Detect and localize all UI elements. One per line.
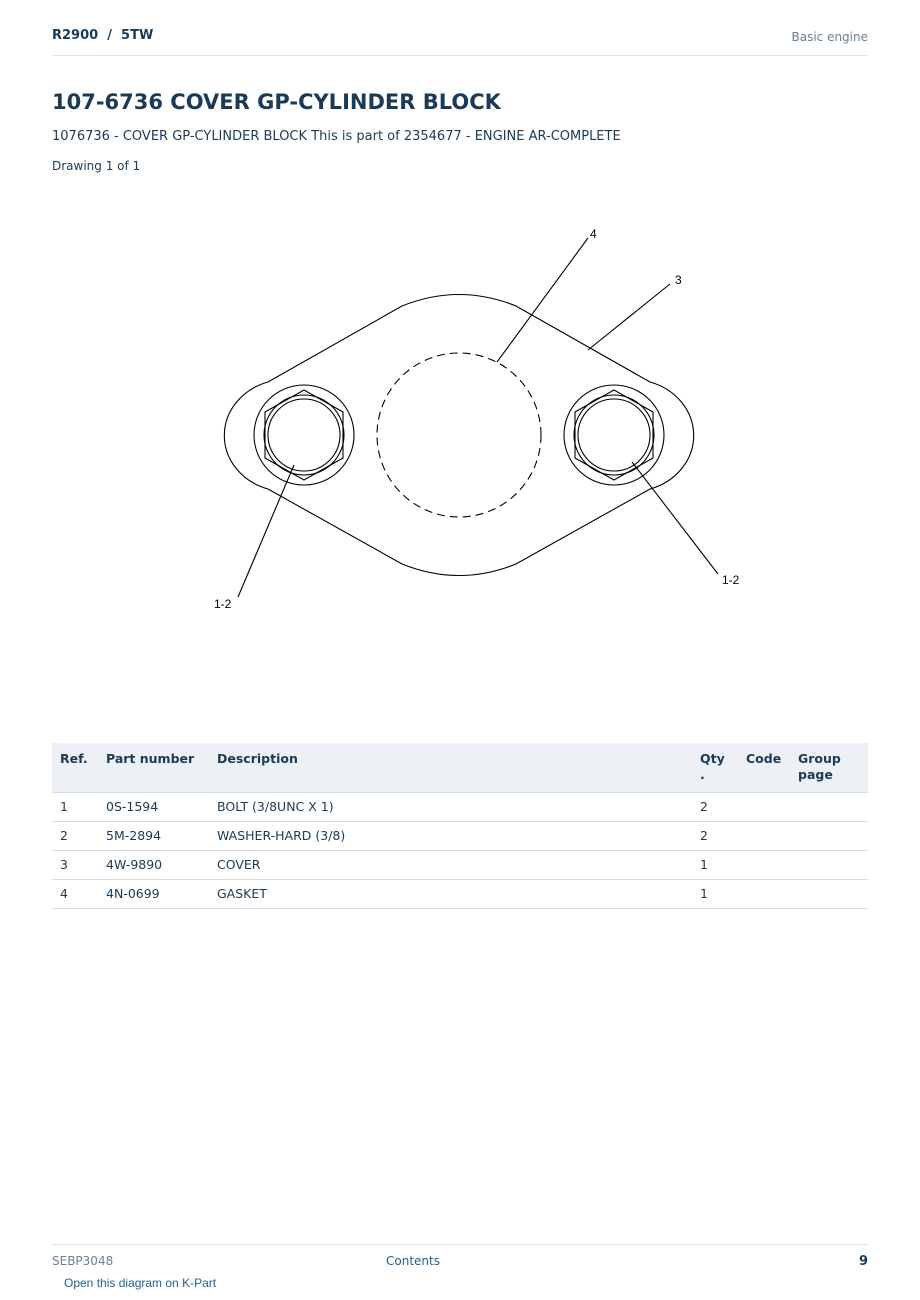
cell-qty: 1	[692, 851, 738, 880]
cell-qty: 2	[692, 793, 738, 822]
leader-line-1-2-right	[632, 462, 718, 574]
col-description: Description	[209, 743, 692, 793]
cell-code	[738, 822, 790, 851]
cell-qty: 2	[692, 822, 738, 851]
page-footer	[52, 1244, 868, 1275]
section-name: Basic engine	[791, 30, 868, 44]
callout-3[interactable]: 3	[675, 273, 682, 287]
cell-ref: 1	[52, 793, 98, 822]
table-header-row	[52, 743, 868, 793]
cell-part-number: 0S-1594	[98, 793, 209, 822]
page-number: 9	[858, 1254, 868, 1269]
drawing-label: Drawing 1 of 1	[52, 159, 141, 173]
page-title: 107-6736 COVER GP-CYLINDER BLOCK	[52, 90, 501, 114]
cell-description: GASKET	[209, 880, 692, 909]
cell-part-number: 5M-2894	[98, 822, 209, 851]
cell-group-page	[790, 880, 868, 909]
leader-line-1-2-left	[238, 465, 294, 597]
cell-ref: 3	[52, 851, 98, 880]
table-row[interactable]	[52, 822, 868, 851]
breadcrumb: R2900 / 5TW	[52, 28, 154, 43]
cell-ref: 4	[52, 880, 98, 909]
left-bolt	[254, 385, 354, 485]
table-row[interactable]	[52, 851, 868, 880]
cell-group-page	[790, 793, 868, 822]
parts-table	[52, 743, 868, 909]
page-subtitle: 1076736 - COVER GP-CYLINDER BLOCK This is part of 2354677 - ENGINE AR-COMPLETE	[52, 129, 621, 144]
cell-code	[738, 880, 790, 909]
cell-part-number: 4W-9890	[98, 851, 209, 880]
cell-qty: 1	[692, 880, 738, 909]
document-id: SEBP3048	[52, 1254, 114, 1268]
cell-part-number: 4N-0699	[98, 880, 209, 909]
callout-1-2-right[interactable]: 1-2	[722, 573, 740, 587]
open-in-kpart-link[interactable]: Open this diagram on K-Part	[64, 1276, 217, 1290]
contents-link[interactable]: Contents	[386, 1254, 440, 1268]
cell-group-page	[790, 822, 868, 851]
col-group-page: Group page	[790, 743, 868, 793]
page-header	[52, 28, 868, 56]
parts-diagram[interactable]	[52, 190, 868, 730]
leader-line-4	[497, 238, 588, 362]
cover-outline	[224, 295, 693, 576]
gasket-bore	[377, 353, 541, 517]
callout-4[interactable]: 4	[590, 227, 597, 241]
cell-code	[738, 851, 790, 880]
cell-description: WASHER-HARD (3/8)	[209, 822, 692, 851]
leader-line-3	[588, 284, 670, 350]
cell-description: COVER	[209, 851, 692, 880]
col-ref: Ref.	[52, 743, 98, 793]
cell-description: BOLT (3/8UNC X 1)	[209, 793, 692, 822]
cell-ref: 2	[52, 822, 98, 851]
cell-code	[738, 793, 790, 822]
col-code: Code	[738, 743, 790, 793]
col-part-number: Part number	[98, 743, 209, 793]
col-qty: Qty .	[692, 743, 738, 793]
table-row[interactable]	[52, 793, 868, 822]
table-row[interactable]	[52, 880, 868, 909]
cell-group-page	[790, 851, 868, 880]
right-bolt	[564, 385, 664, 485]
callout-1-2-left[interactable]: 1-2	[214, 597, 232, 611]
